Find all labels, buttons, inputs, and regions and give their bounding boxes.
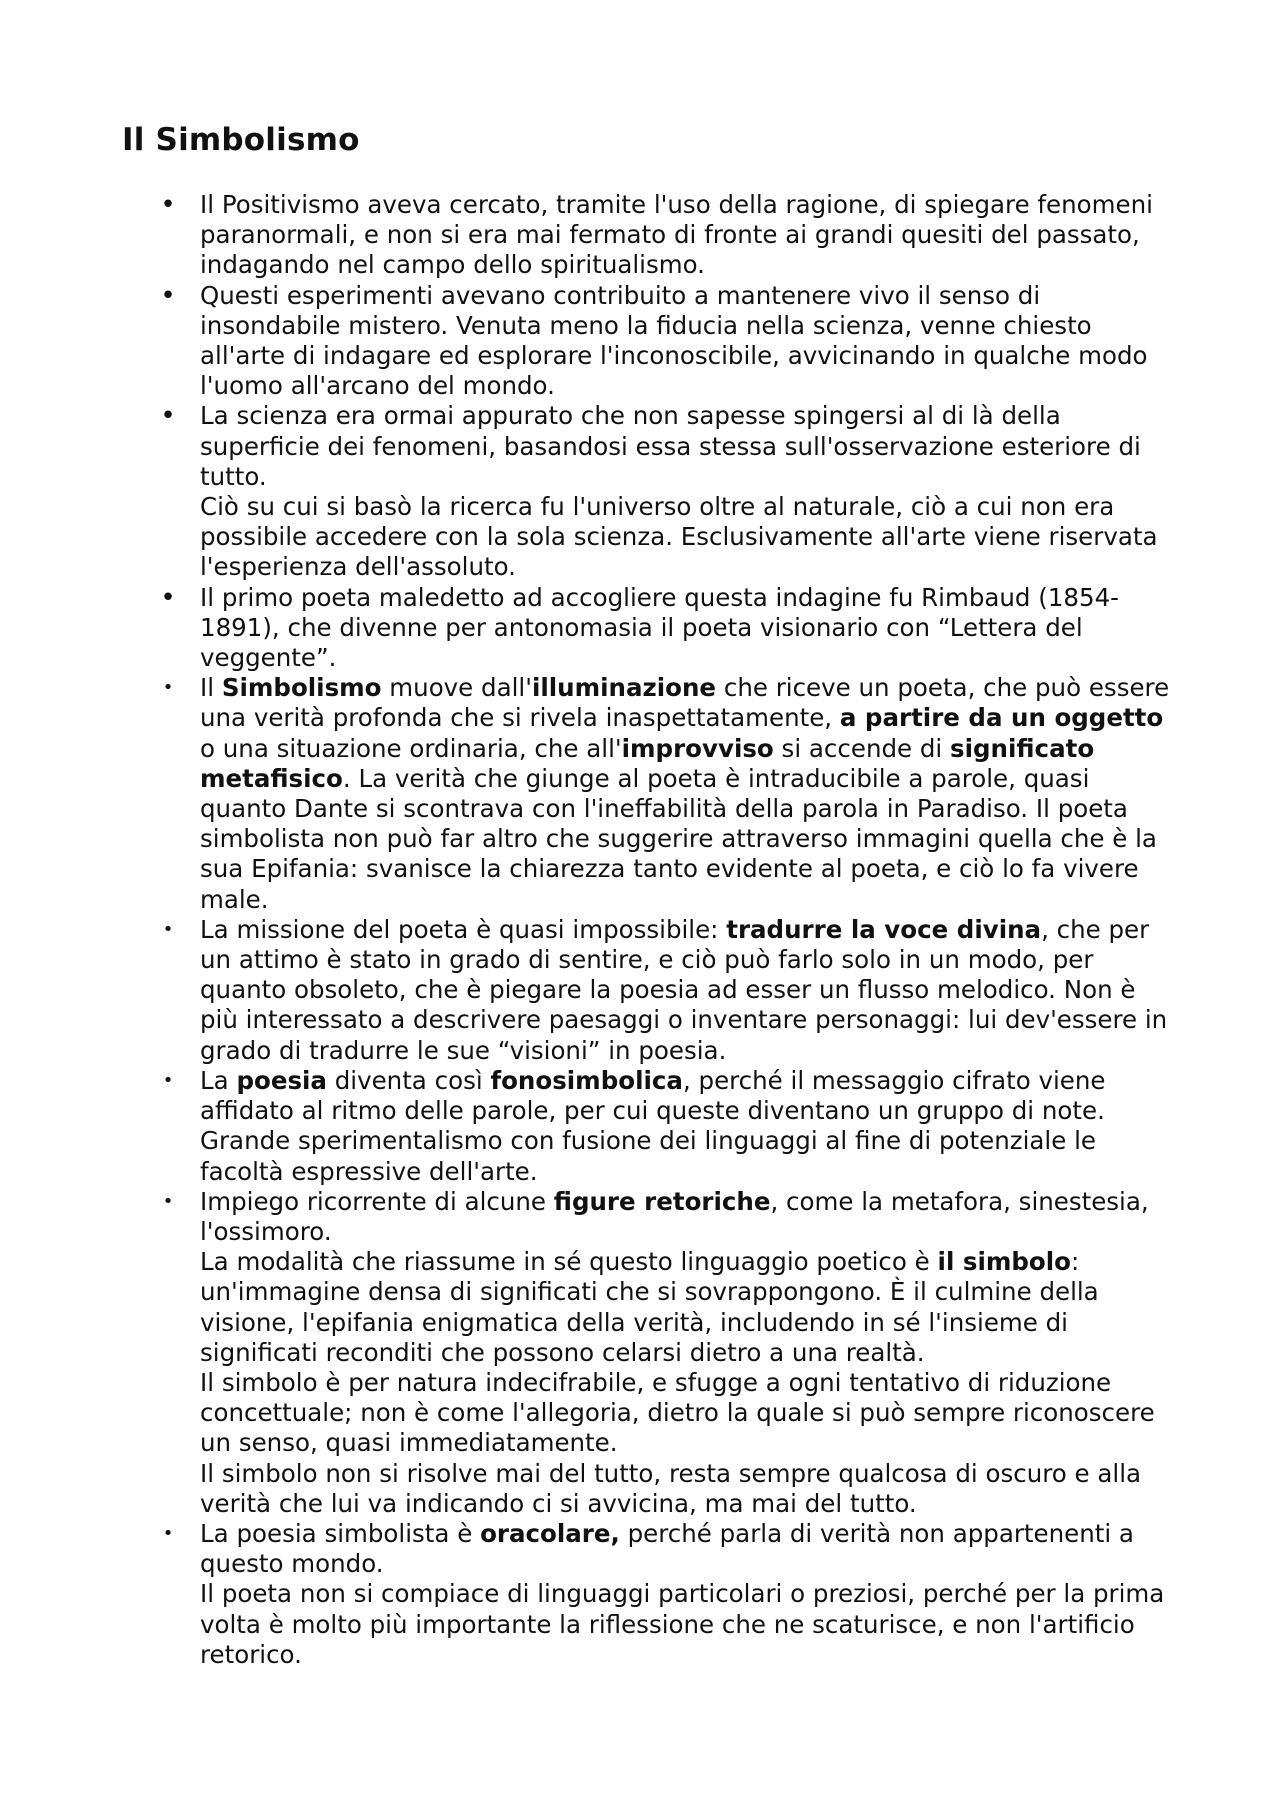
paragraph <box>200 281 1172 402</box>
bold-text: a partire da un oggetto <box>839 703 1164 733</box>
bold-text: fonosimbolica <box>490 1065 683 1095</box>
bullet-icon: • <box>162 1190 174 1212</box>
text-run: Il Positivismo aveva cercato, tramite l'uso della ragione, di spiegare fenomeni paranormali, e non si era mai fermato di fronte ai grandi quesiti del passato, indagando nel campo dello spiritualismo. <box>200 190 1153 280</box>
bold-text: illuminazione <box>531 673 717 703</box>
list-item <box>122 401 1172 582</box>
list-item <box>122 915 1172 1066</box>
list-item <box>122 1187 1172 1519</box>
bullet-icon: • <box>160 582 176 613</box>
text-run: Questi esperimenti avevano contribuito a mantenere vivo il senso di insondabile mistero. Venuta meno la fiducia nella scienza, venne chiesto all'arte di indagare ed esplorare l'inconoscibile, avvicinando in qualche modo l'uomo all'arcano del mondo. <box>200 280 1148 401</box>
paragraph <box>200 492 1172 583</box>
list-item <box>122 281 1172 402</box>
text-run: Il <box>200 673 222 703</box>
text-run: Il simbolo è per natura indecifrabile, e sfugge a ogni tentativo di riduzione concettuale; non è come l'allegoria, dietro la quale si può sempre riconoscere un senso, quasi immediatamente. <box>200 1367 1155 1458</box>
list-item <box>122 673 1172 915</box>
list-item <box>122 583 1172 674</box>
paragraph <box>200 1368 1172 1459</box>
paragraph <box>200 1066 1172 1187</box>
text-run: , come la metafora, sinestesia, l'ossimoro. <box>200 1186 1149 1246</box>
text-run: Il poeta non si compiace di linguaggi particolari o preziosi, perché per la prima volta è molto più importante la riflessione che ne scaturisce, e non l'artificio retorico. <box>200 1579 1165 1669</box>
bold-text: tradurre la voce divina <box>726 914 1042 944</box>
text-run: La modalità che riassume in sé questo linguaggio poetico è <box>200 1247 938 1277</box>
bullet-list <box>122 190 1172 1670</box>
text-run: La <box>200 1065 237 1095</box>
paragraph <box>200 673 1172 915</box>
bold-text: poesia <box>236 1065 327 1095</box>
paragraph <box>200 583 1172 674</box>
paragraph <box>200 401 1172 492</box>
text-run: Impiego ricorrente di alcune <box>200 1186 554 1216</box>
bullet-icon: • <box>160 190 176 220</box>
bullet-icon: • <box>162 1522 174 1544</box>
text-run: . La verità che giunge al poeta è intraducibile a parole, quasi quanto Dante si scontrava con l'ineffabilità della parola in Paradiso. Il poeta simbolista non può far altro che suggerire attraverso immagini quella che è la sua Epifania: svanisce la chiarezza tanto evidente al poeta, e ciò lo fa vivere male. <box>200 763 1157 914</box>
text-run: o una situazione ordinaria, che all' <box>200 733 622 763</box>
bold-text: significato metafisico <box>200 733 1095 793</box>
list-item <box>122 1066 1172 1187</box>
bullet-icon: • <box>160 401 176 432</box>
bold-text: il simbolo <box>937 1247 1071 1277</box>
bold-text: Simbolismo <box>221 673 382 703</box>
page-title: Il Simbolismo <box>122 122 360 158</box>
text-run: La poesia simbolista è <box>200 1518 481 1548</box>
text-run: si accende di <box>773 733 951 763</box>
text-run: perché parla di verità non appartenenti a questo mondo. <box>200 1518 1134 1579</box>
text-run: La scienza era ormai appurato che non sapesse spingersi al di là della superficie dei fenomeni, basandosi essa stessa sull'osservazione esteriore di tutto. <box>200 401 1141 491</box>
text-run: Il primo poeta maledetto ad accogliere questa indagine fu Rimbaud (1854-1891), che divenne per antonomasia il poeta visionario con “Lettera del veggente”. <box>200 582 1120 673</box>
paragraph <box>200 915 1172 1066</box>
text-run: La missione del poeta è quasi impossibile: <box>200 914 727 944</box>
bullet-icon: • <box>162 1069 174 1091</box>
bold-text: oracolare, <box>480 1518 620 1548</box>
paragraph <box>200 1247 1172 1368</box>
text-run: Il simbolo non si risolve mai del tutto, resta sempre qualcosa di oscuro e alla verità che lui va indicando ci si avvicina, ma mai del tutto. <box>200 1458 1142 1518</box>
text-run: diventa così <box>326 1065 491 1095</box>
paragraph <box>200 1579 1172 1670</box>
paragraph <box>200 1459 1172 1519</box>
paragraph <box>200 1187 1172 1247</box>
bullet-icon: • <box>162 677 174 699</box>
text-run: muove dall' <box>381 673 532 703</box>
list-item <box>122 190 1172 281</box>
text-run: , perché il messaggio cifrato viene affidato al ritmo delle parole, per cui queste diventano un gruppo di note. Grande sperimentalismo con fusione dei linguaggi al fine di potenziale le facoltà espressive dell'arte. <box>200 1065 1106 1186</box>
bullet-icon: • <box>160 280 176 311</box>
text-run: che riceve un poeta, che può essere una verità profonda che si rivela inaspettatamente, <box>200 673 1170 733</box>
text-run: Ciò su cui si basò la ricerca fu l'universo oltre al naturale, ciò a cui non era possibile accedere con la sola scienza. Esclusivamente all'arte viene riservata l'esperienza dell'assoluto. <box>200 492 1158 582</box>
text-run: , che per un attimo è stato in grado di sentire, e ciò può farlo solo in un modo, per quanto obsoleto, che è piegare la poesia ad esser un flusso melodico. Non è più interessato a descrivere paesaggi o inventare personaggi: lui dev'essere in grado di tradurre le sue “visioni” in poesia. <box>200 914 1168 1065</box>
paragraph <box>200 190 1172 281</box>
bold-text: figure retoriche <box>553 1186 771 1216</box>
paragraph <box>200 1519 1172 1579</box>
text-run: : un'immagine densa di significati che si sovrappongono. È il culmine della visione, l'epifania enigmatica della verità, includendo in sé l'insieme di significati reconditi che possono celarsi dietro a una realtà. <box>200 1247 1099 1367</box>
list-item <box>122 1519 1172 1670</box>
bullet-icon: • <box>162 918 174 940</box>
bold-text: improvviso <box>621 733 774 763</box>
